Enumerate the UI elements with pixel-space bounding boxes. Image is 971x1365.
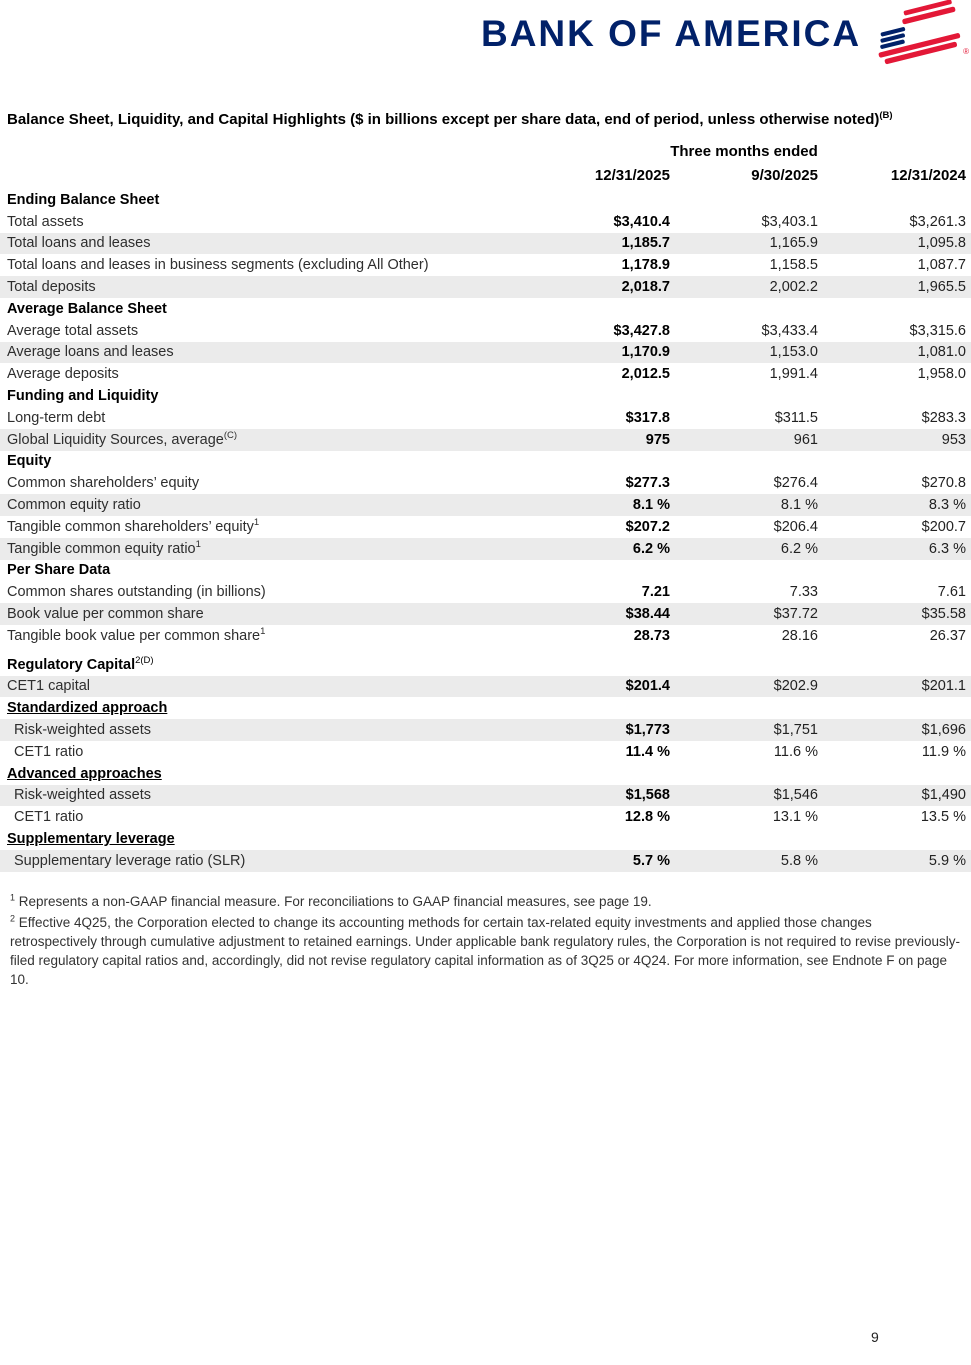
- value-cell: 1,965.5: [917, 279, 966, 296]
- value-cell: $283.3: [921, 409, 966, 426]
- value-cell: 1,095.8: [917, 235, 966, 252]
- value-cell: 8.1 %: [780, 497, 818, 514]
- page-title: Balance Sheet, Liquidity, and Capital Highlights ($ in billions except per share data, end of period, unless otherwise noted)$^{(B)}$: [7, 110, 893, 128]
- table-row: [0, 850, 971, 872]
- value-cell: 1,158.5: [769, 257, 818, 274]
- value-cell: 13.1 %: [772, 809, 818, 826]
- value-cell: $311.5: [774, 409, 818, 426]
- value-cell: 7.33: [789, 584, 818, 601]
- table-row: [0, 538, 971, 560]
- row-label: Standardized approach: [7, 700, 168, 717]
- value-cell: 28.73: [633, 627, 670, 644]
- value-cell: 1,178.9: [621, 257, 670, 274]
- value-cell: $35.58: [921, 606, 966, 623]
- value-cell: 1,087.7: [917, 257, 966, 274]
- value-cell: 28.16: [781, 627, 818, 644]
- table-row: [0, 625, 971, 647]
- row-label: Book value per common share: [7, 606, 204, 623]
- title-footnote-marker: (B): [879, 110, 893, 121]
- section-row: [0, 451, 971, 473]
- table-row: [0, 741, 971, 763]
- column-header-prior-quarter: 9/30/2025: [751, 167, 818, 184]
- value-cell: $1,490: [921, 787, 966, 804]
- row-label: Long-term debt: [7, 409, 106, 426]
- value-cell: $201.1: [921, 678, 966, 695]
- value-cell: 11.6 %: [773, 743, 818, 760]
- footnote: $^2$ Effective 4Q25, the Corporation elected to change its accounting methods for certain tax-related equity investments and applied those changes retrospectively through cumulative adjustment to retained earnings. Under applicable bank regulatory rules, the Corporation is not required to revise previously-filed regulatory capital ratios and, accordingly, did not revise regulatory capital information as of 3Q25 or 4Q24. For more information, see Endnote F on page 10.: [10, 913, 961, 987]
- value-cell: 1,170.9: [621, 344, 670, 361]
- value-cell: 2,018.7: [621, 279, 670, 296]
- value-cell: $206.4: [773, 518, 818, 535]
- value-cell: $1,751: [773, 722, 818, 739]
- row-label: Equity: [7, 453, 52, 470]
- bofa-flag-icon: [867, 8, 963, 58]
- value-cell: 5.9 %: [928, 852, 966, 869]
- row-label: Tangible common shareholders’ equity$^1$: [7, 517, 260, 535]
- value-cell: 953: [941, 431, 966, 448]
- table-row: [0, 233, 971, 255]
- section-row: [0, 763, 971, 785]
- row-label: Global Liquidity Sources, average$^{(C)}$: [7, 429, 238, 448]
- table-row: [0, 342, 971, 364]
- value-cell: $200.7: [921, 518, 966, 535]
- row-label: Risk-weighted assets: [14, 787, 151, 804]
- value-cell: 7.21: [641, 584, 670, 601]
- footnotes: [10, 893, 960, 991]
- value-cell: $37.72: [773, 606, 818, 623]
- row-label: Funding and Liquidity: [7, 388, 159, 405]
- row-label: Total deposits: [7, 279, 96, 296]
- table-body: [0, 189, 971, 872]
- row-label: CET1 ratio: [14, 809, 84, 826]
- footnote-marker: 2: [10, 913, 16, 924]
- table-row: [0, 254, 971, 276]
- value-cell: 8.3 %: [928, 497, 966, 514]
- footnote: $^1$ Represents a non-GAAP financial measure. For reconciliations to GAAP financial measures, see page 19.: [10, 892, 652, 909]
- row-label: Supplementary leverage: [7, 831, 175, 847]
- value-cell: 2,012.5: [621, 366, 670, 383]
- bofa-wordmark: BANK OF AMERICA: [480, 12, 862, 54]
- column-header-current: 12/31/2025: [594, 167, 670, 184]
- section-row: [0, 654, 971, 676]
- footnote-marker: 1: [253, 517, 260, 529]
- value-cell: 13.5 %: [920, 809, 966, 826]
- row-label: Total assets: [7, 213, 84, 230]
- value-cell: $38.44: [625, 606, 670, 623]
- value-cell: 26.37: [929, 627, 966, 644]
- row-label: Risk-weighted assets: [14, 722, 151, 739]
- row-label: Average loans and leases: [7, 344, 174, 361]
- row-label: Average total assets: [7, 322, 139, 339]
- value-cell: $1,773: [625, 722, 670, 739]
- value-cell: 1,958.0: [917, 366, 966, 383]
- row-label: Total loans and leases in business segments (excluding All Other): [7, 257, 429, 274]
- highlights-table: [0, 140, 971, 872]
- value-cell: $1,546: [773, 787, 818, 804]
- value-cell: 1,165.9: [769, 235, 818, 252]
- value-cell: $202.9: [773, 678, 818, 695]
- table-row: [0, 516, 971, 538]
- footnote-marker: 1: [10, 892, 16, 903]
- value-cell: 8.1 %: [632, 497, 670, 514]
- table-row: [0, 429, 971, 451]
- row-label: Per Share Data: [7, 562, 111, 579]
- value-cell: $201.4: [625, 678, 670, 695]
- registered-trademark-symbol: ®: [963, 47, 969, 56]
- column-header-row: [0, 162, 971, 189]
- row-label: Average deposits: [7, 366, 119, 383]
- section-row: [0, 560, 971, 582]
- value-cell: 5.8 %: [780, 852, 818, 869]
- section-row: [0, 298, 971, 320]
- period-header: Three months ended: [670, 142, 818, 160]
- table-row: [0, 785, 971, 807]
- value-cell: 12.8 %: [624, 809, 670, 826]
- value-cell: 6.2 %: [632, 540, 670, 557]
- row-label: Tangible common equity ratio$^1$: [7, 538, 201, 557]
- row-label: Common shares outstanding (in billions): [7, 584, 266, 601]
- section-row: [0, 828, 971, 850]
- row-label: Total loans and leases: [7, 235, 151, 252]
- period-header-row: [0, 140, 971, 162]
- table-row: [0, 676, 971, 698]
- row-label: Regulatory Capital$^{2(D)}$: [7, 654, 154, 673]
- bank-of-america-logo: [0, 8, 969, 58]
- footnote-marker: (C): [223, 429, 238, 441]
- table-row: [0, 806, 971, 828]
- value-cell: 1,081.0: [917, 344, 966, 361]
- value-cell: 1,185.7: [621, 235, 670, 252]
- value-cell: $3,315.6: [909, 322, 966, 339]
- row-label: Advanced approaches: [7, 765, 162, 782]
- value-cell: $277.3: [625, 475, 670, 492]
- row-label: Common shareholders’ equity: [7, 475, 200, 492]
- row-label: CET1 capital: [7, 678, 91, 695]
- value-cell: 6.2 %: [780, 540, 818, 557]
- row-label: Tangible book value per common share$^1$: [7, 626, 266, 644]
- row-label: Ending Balance Sheet: [7, 191, 160, 208]
- value-cell: 975: [645, 431, 670, 448]
- table-row: [0, 719, 971, 741]
- table-row: [0, 363, 971, 385]
- value-cell: $207.2: [625, 518, 670, 535]
- value-cell: $1,696: [921, 722, 966, 739]
- value-cell: 11.4 %: [625, 743, 670, 760]
- row-label: CET1 ratio: [14, 743, 84, 760]
- table-row: [0, 472, 971, 494]
- row-label: Average Balance Sheet: [7, 300, 167, 317]
- value-cell: $270.8: [921, 475, 966, 492]
- table-row: [0, 603, 971, 625]
- footnote-marker: 1: [260, 626, 266, 637]
- footnote-marker: 2(D): [135, 654, 154, 666]
- value-cell: $276.4: [773, 475, 818, 492]
- value-cell: $3,433.4: [761, 322, 818, 339]
- value-cell: $3,427.8: [613, 322, 670, 339]
- table-row: [0, 407, 971, 429]
- row-label: Common equity ratio: [7, 497, 141, 514]
- value-cell: 5.7 %: [632, 852, 670, 869]
- table-row: [0, 211, 971, 233]
- page-number: 9: [871, 1329, 879, 1345]
- value-cell: $317.8: [625, 409, 670, 426]
- section-row: [0, 189, 971, 211]
- row-label: Supplementary leverage ratio (SLR): [14, 852, 246, 869]
- section-row: [0, 697, 971, 719]
- value-cell: $3,410.4: [613, 213, 670, 230]
- value-cell: 961: [793, 431, 818, 448]
- value-cell: 1,153.0: [769, 344, 818, 361]
- value-cell: $3,403.1: [761, 213, 818, 230]
- footnote-marker: 1: [195, 538, 201, 550]
- table-row: [0, 320, 971, 342]
- table-row: [0, 581, 971, 603]
- table-row: [0, 494, 971, 516]
- value-cell: 2,002.2: [769, 279, 818, 296]
- value-cell: 11.9 %: [921, 743, 966, 760]
- value-cell: 6.3 %: [928, 540, 966, 557]
- column-header-prior-year: 12/31/2024: [890, 167, 966, 184]
- value-cell: $1,568: [625, 787, 670, 804]
- section-row: [0, 385, 971, 407]
- table-row: [0, 276, 971, 298]
- value-cell: 7.61: [937, 584, 966, 601]
- value-cell: 1,991.4: [769, 366, 818, 383]
- value-cell: $3,261.3: [909, 213, 966, 230]
